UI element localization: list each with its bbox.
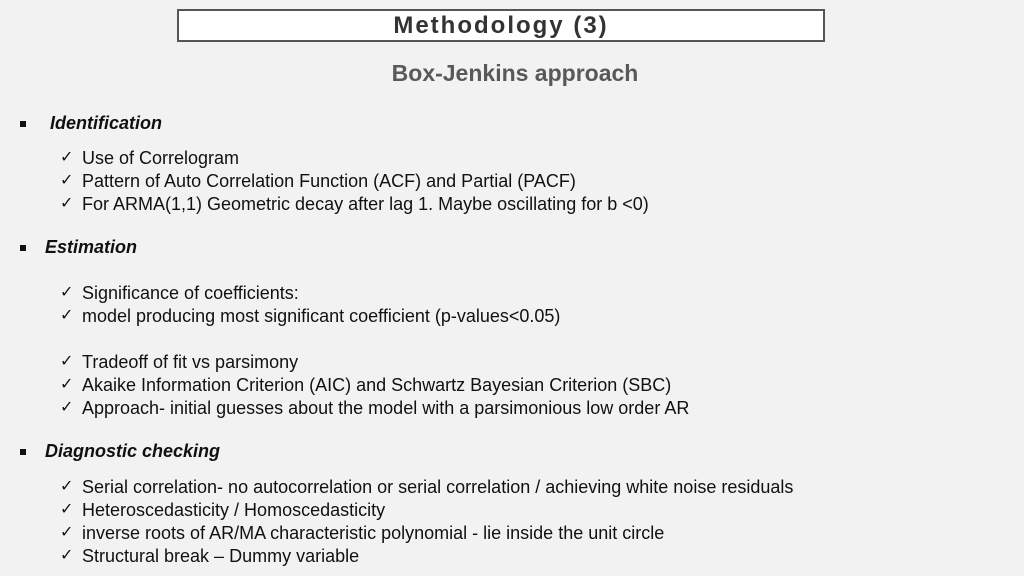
checkmark-icon: ✓	[60, 284, 74, 301]
page-title: Methodology (3)	[393, 11, 609, 39]
checkmark-icon: ✓	[60, 149, 74, 166]
checkmark-icon: ✓	[60, 524, 74, 541]
list-item: ✓ Heteroscedasticity / Homoscedasticity	[60, 500, 386, 520]
square-bullet-icon	[20, 449, 26, 455]
section-label: Diagnostic checking	[45, 441, 221, 461]
list-item: ✓ Akaike Information Criterion (AIC) and Schwartz Bayesian Criterion (SBC)	[60, 375, 672, 395]
section-identification	[20, 113, 162, 134]
list-item: ✓ Pattern of Auto Correlation Function (ACF) and Partial (PACF)	[60, 171, 576, 191]
section-diagnostic-checking	[20, 441, 220, 462]
list-item: ✓ inverse roots of AR/MA characteristic polynomial - lie inside the unit circle	[60, 523, 665, 543]
checkmark-icon: ✓	[60, 172, 74, 189]
checkmark-icon: ✓	[60, 307, 74, 324]
checkmark-icon: ✓	[60, 376, 74, 393]
list-item: ✓ Approach- initial guesses about the model with a parsimonious low order AR	[60, 398, 690, 418]
list-item: ✓ Significance of coefficients:	[60, 283, 299, 303]
section-estimation	[20, 237, 137, 258]
square-bullet-icon	[20, 121, 26, 127]
section-label: Estimation	[45, 237, 138, 257]
list-item: ✓ Structural break – Dummy variable	[60, 546, 360, 566]
checkmark-icon: ✓	[60, 478, 74, 495]
list-item: ✓ model producing most significant coefficient (p-values<0.05)	[60, 306, 561, 326]
checkmark-icon: ✓	[60, 547, 74, 564]
list-item: ✓ Tradeoff of fit vs parsimony	[60, 352, 299, 372]
section-label: Identification	[50, 113, 162, 133]
checkmark-icon: ✓	[60, 399, 74, 416]
square-bullet-icon	[20, 245, 26, 251]
title-box	[177, 9, 825, 42]
checkmark-icon: ✓	[60, 195, 74, 212]
subtitle: Box-Jenkins approach	[391, 60, 639, 86]
list-item: ✓ For ARMA(1,1) Geometric decay after lag 1. Maybe oscillating for b <0)	[60, 194, 649, 214]
list-item: ✓ Use of Correlogram	[60, 148, 240, 168]
checkmark-icon: ✓	[60, 501, 74, 518]
checkmark-icon: ✓	[60, 353, 74, 370]
list-item: ✓ Serial correlation- no autocorrelation or serial correlation / achieving white noise residuals	[60, 477, 794, 497]
